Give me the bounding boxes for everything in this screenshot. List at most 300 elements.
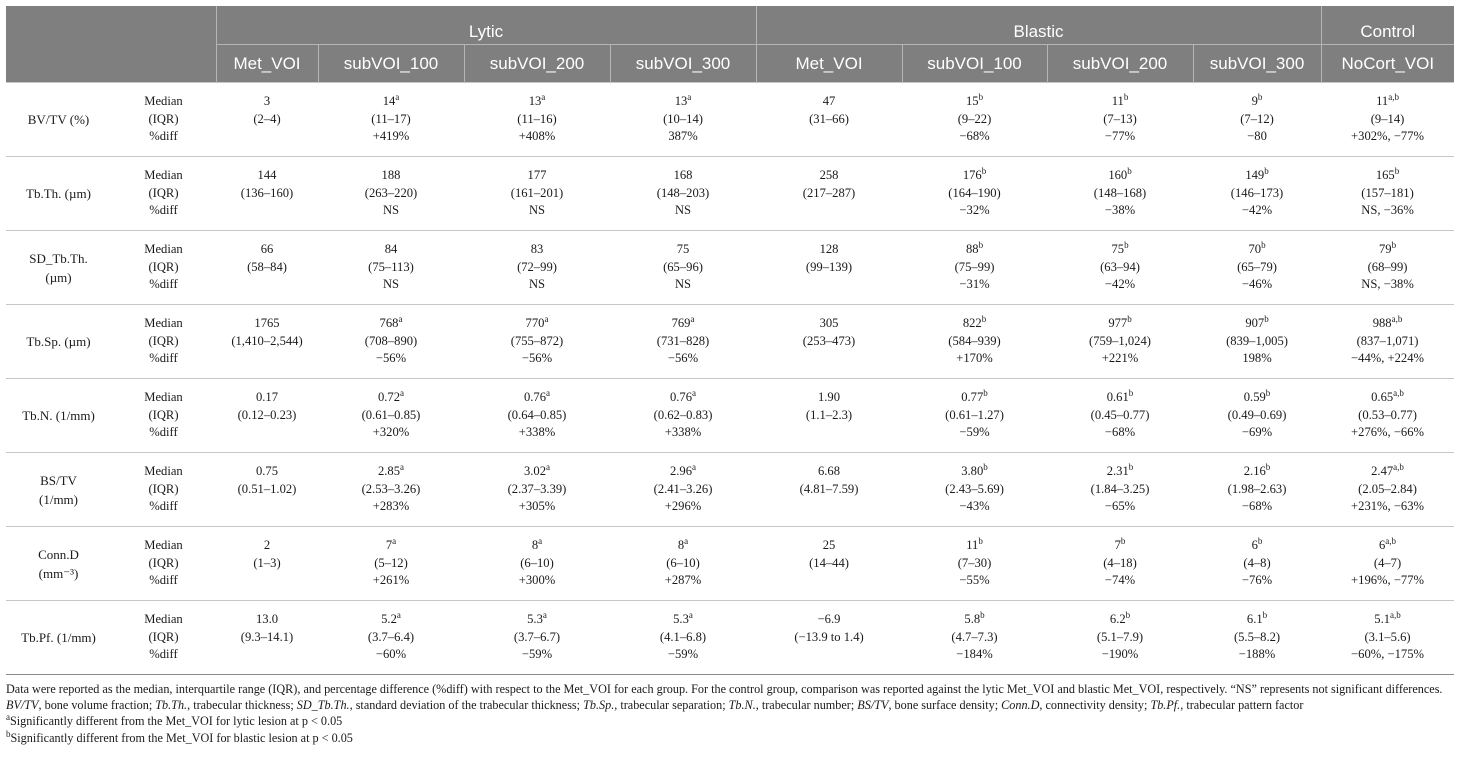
significance-mark: b [1127, 166, 1132, 177]
abbrev-definition: , standard deviation of the trabecular thickness; [349, 698, 584, 713]
median-value [610, 241, 756, 259]
value-cell [610, 157, 756, 231]
percent-diff-value [756, 276, 902, 294]
median-number: 822 [962, 316, 982, 331]
iqr-value: (4.1–6.8) [659, 629, 707, 644]
value-cell [1321, 453, 1454, 527]
value-cell [1321, 379, 1454, 453]
stat-label: (IQR) [148, 111, 179, 126]
significance-mark: b [980, 610, 985, 621]
table-body [6, 83, 1454, 675]
percent-diff-value: −42% [1104, 277, 1136, 292]
percent-diff-value: +302%, −77% [1351, 129, 1425, 144]
significance-mark: b [1257, 92, 1263, 103]
iqr-value: (146–173) [1230, 185, 1284, 200]
percent-diff-value: −190% [1101, 647, 1139, 662]
iqr-value: (5.5–8.2) [1233, 629, 1281, 644]
value-cell [318, 453, 464, 527]
value-cell [1047, 601, 1193, 675]
iqr-value: (0.62–0.83) [653, 407, 713, 422]
value-cell [610, 453, 756, 527]
data-table [6, 6, 1454, 675]
median-number: 0.77 [961, 390, 984, 405]
significance-mark: b [983, 388, 988, 399]
value-cell [216, 453, 318, 527]
iqr-value: (708–890) [364, 333, 418, 348]
percent-diff-value: +196%, −77% [1351, 573, 1425, 588]
value-cell [1193, 601, 1321, 675]
stat-label: (IQR) [148, 259, 179, 274]
median-value [216, 241, 318, 259]
significance-mark: a,b [1390, 610, 1401, 621]
percent-diff-value [756, 498, 902, 516]
median-value [902, 167, 1047, 185]
significance-mark: b [1264, 314, 1269, 325]
footnote-text: Significantly different from the Met_VOI for blastic lesion at p < 0.05 [10, 730, 353, 745]
median-value [1321, 463, 1454, 481]
median-number: 15 [965, 94, 979, 109]
iqr-value: (1,410–2,544) [231, 333, 303, 348]
value-cell [1047, 157, 1193, 231]
median-value [756, 93, 902, 111]
median-value [1047, 611, 1193, 629]
iqr-value: (0.51–1.02) [237, 481, 297, 496]
iqr-value: (4.81–7.59) [799, 481, 859, 496]
significance-mark: b [978, 240, 984, 251]
significance-mark: a [400, 388, 405, 399]
stat-label: %diff [149, 129, 178, 144]
value-cell [1193, 83, 1321, 157]
iqr-value: (3.1–5.6) [1364, 629, 1411, 644]
value-cell [1193, 305, 1321, 379]
table-row [6, 453, 1454, 527]
percent-diff-value: +276%, −66% [1351, 425, 1425, 440]
iqr-value: (253–473) [802, 333, 856, 348]
percent-diff-value: −43% [959, 499, 990, 514]
iqr-value: (217–287) [802, 185, 856, 200]
value-cell [1047, 231, 1193, 305]
abbrev-definition: , bone volume fraction; [38, 698, 156, 713]
stat-labels [111, 83, 216, 157]
significance-mark: b [1265, 388, 1271, 399]
median-value [1047, 463, 1193, 481]
median-number: 168 [673, 168, 693, 183]
median-value [1047, 167, 1193, 185]
significance-mark: b [978, 92, 984, 103]
iqr-value: (75–99) [954, 259, 995, 274]
significance-mark: a [396, 610, 401, 621]
median-value [318, 537, 464, 555]
stat-label: (IQR) [148, 333, 179, 348]
median-value [1193, 537, 1321, 555]
value-cell [1321, 305, 1454, 379]
abbrev-definition: , trabecular number; [755, 698, 858, 713]
median-number: 0.17 [255, 390, 279, 405]
iqr-value: (9–22) [957, 111, 992, 126]
column-header: NoCort_VOI [1321, 45, 1454, 83]
percent-diff-value: −44%, +224% [1351, 351, 1425, 366]
median-number: 66 [260, 242, 274, 257]
significance-mark: b [981, 314, 987, 325]
median-value [756, 315, 902, 333]
value-cell [318, 601, 464, 675]
table-row [6, 601, 1454, 675]
median-value [1321, 611, 1454, 629]
percent-diff-value [216, 572, 318, 590]
abbrev-term: BV/TV [6, 698, 39, 713]
value-cell [756, 305, 902, 379]
significance-mark: b [1120, 536, 1126, 547]
column-header: subVOI_100 [902, 45, 1047, 83]
value-cell [610, 231, 756, 305]
value-cell [464, 527, 610, 601]
iqr-value: (4–8) [1243, 555, 1271, 570]
iqr-value: (2.37–3.39) [507, 481, 567, 496]
iqr-value: (164–190) [948, 185, 1001, 200]
parameter-label [6, 83, 111, 157]
iqr-value: (63–94) [1100, 259, 1140, 274]
significance-mark: b [1127, 314, 1132, 325]
value-cell [318, 527, 464, 601]
significance-mark: b [1125, 610, 1131, 621]
median-value [318, 389, 464, 407]
iqr-value: (839–1,005) [1226, 333, 1288, 348]
value-cell [756, 527, 902, 601]
median-number: 9 [1251, 94, 1258, 109]
value-cell [756, 453, 902, 527]
median-value [318, 463, 464, 481]
significance-mark: b [1257, 536, 1263, 547]
percent-diff-value: +408% [518, 129, 556, 144]
median-number: 258 [819, 168, 839, 183]
stat-label: %diff [149, 647, 178, 662]
percent-diff-value: −56% [667, 351, 699, 366]
iqr-value: (0.61–1.27) [945, 407, 1004, 422]
significance-mark: a [392, 536, 397, 547]
stat-label: (IQR) [148, 555, 179, 570]
value-cell [464, 157, 610, 231]
percent-diff-value [756, 424, 902, 442]
percent-diff-value: NS [528, 277, 546, 292]
percent-diff-value: −76% [1241, 573, 1273, 588]
iqr-value: (157–181) [1361, 185, 1414, 200]
percent-diff-value: NS, −36% [1361, 203, 1414, 218]
median-value [216, 611, 318, 629]
median-number: 0.76 [669, 390, 693, 405]
percent-diff-value: +287% [664, 573, 702, 588]
iqr-value: (72–99) [517, 259, 557, 274]
value-cell [610, 527, 756, 601]
median-number: 5.3 [673, 612, 689, 627]
median-value [1321, 537, 1454, 555]
abbrev-term: BS/TV [857, 698, 889, 713]
percent-diff-value: −68% [959, 129, 990, 144]
value-cell [902, 379, 1047, 453]
table-row [6, 157, 1454, 231]
percent-diff-value: −60% [375, 647, 407, 662]
stat-label: %diff [149, 573, 178, 588]
iqr-value: (1.84–3.25) [1090, 481, 1150, 496]
parameter-label-line: SD_Tb.Th. [29, 250, 88, 266]
percent-diff-value: +231%, −63% [1351, 499, 1425, 514]
iqr-value: (2.05–2.84) [1358, 481, 1417, 496]
median-value [216, 167, 318, 185]
value-cell [756, 379, 902, 453]
median-number: 11 [966, 538, 979, 553]
median-number: 305 [819, 316, 839, 331]
median-value [902, 241, 1047, 259]
median-number: 6 [1379, 538, 1386, 553]
iqr-value: (−13.9 to 1.4) [794, 629, 864, 644]
percent-diff-value: +221% [1101, 351, 1139, 366]
abbrev-term: Tb.Pf. [1150, 698, 1181, 713]
median-value [610, 167, 756, 185]
value-cell [902, 83, 1047, 157]
iqr-value: (731–828) [656, 333, 710, 348]
percent-diff-value: −31% [959, 277, 990, 292]
abbrev-term: Tb.N. [728, 698, 756, 713]
iqr-value: (584–939) [948, 333, 1001, 348]
value-cell [464, 379, 610, 453]
table-header [6, 6, 1454, 83]
stat-label: Median [144, 94, 183, 109]
parameter-label [6, 379, 111, 453]
value-cell [1321, 231, 1454, 305]
median-value [464, 463, 610, 481]
value-cell [1193, 527, 1321, 601]
iqr-value: (6–10) [666, 555, 700, 570]
iqr-value: (7–13) [1103, 111, 1137, 126]
iqr-value: (31–66) [809, 111, 849, 126]
column-header: subVOI_200 [1047, 45, 1193, 83]
percent-diff-value [216, 128, 318, 146]
median-number: 2.47 [1371, 464, 1394, 479]
value-cell [1193, 453, 1321, 527]
significance-mark: b [1261, 240, 1266, 251]
median-value [1193, 93, 1321, 111]
stat-label: Median [144, 316, 183, 331]
iqr-value: (6–10) [520, 555, 554, 570]
stat-label: (IQR) [148, 407, 179, 422]
stat-label: Median [144, 168, 183, 183]
median-value [610, 389, 756, 407]
footnote-text: Significantly different from the Met_VOI for lytic lesion at p < 0.05 [10, 714, 343, 729]
iqr-value: (7–12) [1240, 111, 1274, 126]
header-blank [6, 6, 216, 83]
significance-mark: a [542, 610, 547, 621]
median-number: 2.96 [669, 464, 693, 479]
median-number: 2.31 [1106, 464, 1129, 479]
percent-diff-value: −59% [521, 647, 553, 662]
group-header-control: Control [1321, 6, 1454, 45]
percent-diff-value: +419% [372, 129, 410, 144]
stat-label: Median [144, 538, 183, 553]
value-cell [902, 601, 1047, 675]
median-number: 0.59 [1243, 390, 1266, 405]
group-header-lytic: Lytic [216, 6, 756, 45]
percent-diff-value [216, 646, 318, 664]
median-number: 70 [1248, 242, 1262, 257]
iqr-value: (4.7–7.3) [951, 629, 998, 644]
median-value [1047, 537, 1193, 555]
percent-diff-value [756, 350, 902, 368]
stat-labels [111, 379, 216, 453]
percent-diff-value: +296% [664, 499, 702, 514]
value-cell [756, 157, 902, 231]
percent-diff-value: −74% [1104, 573, 1136, 588]
iqr-value: (759–1,024) [1089, 333, 1151, 348]
iqr-value: (58–84) [247, 259, 287, 274]
percent-diff-value: −59% [667, 647, 699, 662]
median-number: 3 [263, 94, 271, 109]
median-number: −6.9 [817, 612, 841, 627]
iqr-value: (14–44) [809, 555, 849, 570]
significance-mark: a [692, 388, 697, 399]
median-number: 75 [1111, 242, 1125, 257]
percent-diff-value [216, 350, 318, 368]
median-number: 7 [1114, 538, 1121, 553]
percent-diff-value: +338% [518, 425, 556, 440]
parameter-label-line: Tb.Sp. (µm) [26, 334, 91, 349]
median-number: 176 [962, 168, 982, 183]
percent-diff-value: −80 [1247, 129, 1267, 144]
median-number: 8 [531, 538, 539, 553]
significance-mark: a [398, 314, 403, 325]
value-cell [610, 305, 756, 379]
iqr-value: (1–3) [253, 555, 281, 570]
iqr-value: (263–220) [364, 185, 418, 200]
value-cell [1193, 379, 1321, 453]
median-number: 1.90 [817, 390, 841, 405]
significance-mark: a,b [1385, 536, 1397, 547]
iqr-value: (65–79) [1237, 259, 1277, 274]
iqr-value: (837–1,071) [1356, 333, 1419, 348]
stat-labels [111, 231, 216, 305]
significance-mark: a [692, 462, 697, 473]
significance-mark: b [1391, 240, 1397, 251]
percent-diff-value [216, 424, 318, 442]
value-cell [318, 379, 464, 453]
parameter-label-line: BS/TV [40, 472, 77, 488]
value-cell [1047, 527, 1193, 601]
median-number: 177 [527, 168, 547, 183]
median-number: 8 [677, 538, 685, 553]
median-number: 6.2 [1109, 612, 1126, 627]
parameter-label [6, 231, 111, 305]
median-number: 770 [525, 316, 545, 331]
percent-diff-value [756, 572, 902, 590]
median-value [756, 463, 902, 481]
median-value [1193, 167, 1321, 185]
value-cell [1321, 83, 1454, 157]
significance-mark: a [546, 462, 551, 473]
median-value [610, 537, 756, 555]
median-number: 160 [1108, 168, 1128, 183]
median-number: 2 [263, 538, 271, 553]
median-value [902, 315, 1047, 333]
significance-mark: b [1262, 610, 1268, 621]
percent-diff-value [756, 202, 902, 220]
abbrev-term: Tb.Sp. [583, 698, 615, 713]
table-row [6, 83, 1454, 157]
iqr-value: (9.3–14.1) [240, 629, 294, 644]
median-number: 25 [822, 538, 836, 553]
stat-labels [111, 453, 216, 527]
iqr-value: (2.43–5.69) [945, 481, 1004, 496]
median-value [1321, 389, 1454, 407]
parameter-label-line: (µm) [45, 269, 72, 285]
value-cell [216, 231, 318, 305]
significance-mark: b [1124, 240, 1129, 251]
iqr-value: (4–18) [1103, 555, 1137, 570]
median-number: 11 [1376, 94, 1389, 109]
stat-labels [111, 601, 216, 675]
value-cell [1047, 305, 1193, 379]
median-value [756, 241, 902, 259]
percent-diff-value: −60%, −175% [1351, 647, 1425, 662]
column-header: subVOI_300 [610, 45, 756, 83]
median-value [1047, 241, 1193, 259]
abbrev-definition: , bone surface density; [888, 698, 1002, 713]
value-cell [464, 453, 610, 527]
significance-mark: b [1264, 166, 1269, 177]
value-cell [1047, 453, 1193, 527]
stat-label: Median [144, 612, 183, 627]
iqr-value: (2.53–3.26) [361, 481, 421, 496]
stat-label: (IQR) [148, 481, 179, 496]
abbrev-term: Tb.Th. [155, 698, 188, 713]
percent-diff-value: −69% [1241, 425, 1273, 440]
parameter-label-line: Tb.Pf. (1/mm) [21, 630, 96, 645]
iqr-value: (7–30) [957, 555, 992, 570]
percent-diff-value: −77% [1104, 129, 1136, 144]
significance-mark: a [687, 92, 692, 103]
median-number: 6.68 [817, 464, 841, 479]
iqr-value: (0.45–0.77) [1090, 407, 1150, 422]
percent-diff-value: −56% [375, 351, 407, 366]
iqr-value: (75–113) [368, 259, 414, 274]
table-container [6, 6, 1454, 675]
table-notes [6, 681, 1454, 746]
significance-mark: b [1394, 166, 1400, 177]
percent-diff-value [216, 276, 318, 294]
value-cell [902, 231, 1047, 305]
median-number: 188 [381, 168, 401, 183]
stat-label: (IQR) [148, 629, 179, 644]
group-header-blastic: Blastic [756, 6, 1321, 45]
median-value [216, 315, 318, 333]
significance-mark: b [981, 166, 987, 177]
median-value [216, 93, 318, 111]
percent-diff-value: −59% [959, 425, 990, 440]
stat-label: %diff [149, 351, 178, 366]
iqr-value: (0.12–0.23) [237, 407, 297, 422]
median-value [318, 315, 464, 333]
percent-diff-value: −68% [1104, 425, 1136, 440]
value-cell [464, 231, 610, 305]
value-cell [902, 527, 1047, 601]
percent-diff-value: −188% [1238, 647, 1276, 662]
parameter-label [6, 601, 111, 675]
median-value [1193, 463, 1321, 481]
median-number: 2.16 [1243, 464, 1266, 479]
median-number: 1765 [254, 316, 280, 331]
column-header: subVOI_100 [318, 45, 464, 83]
value-cell [464, 305, 610, 379]
median-number: 5.1 [1374, 612, 1391, 627]
parameter-label-line: Tb.N. (1/mm) [22, 408, 95, 423]
footnote-mark: a [6, 712, 10, 723]
